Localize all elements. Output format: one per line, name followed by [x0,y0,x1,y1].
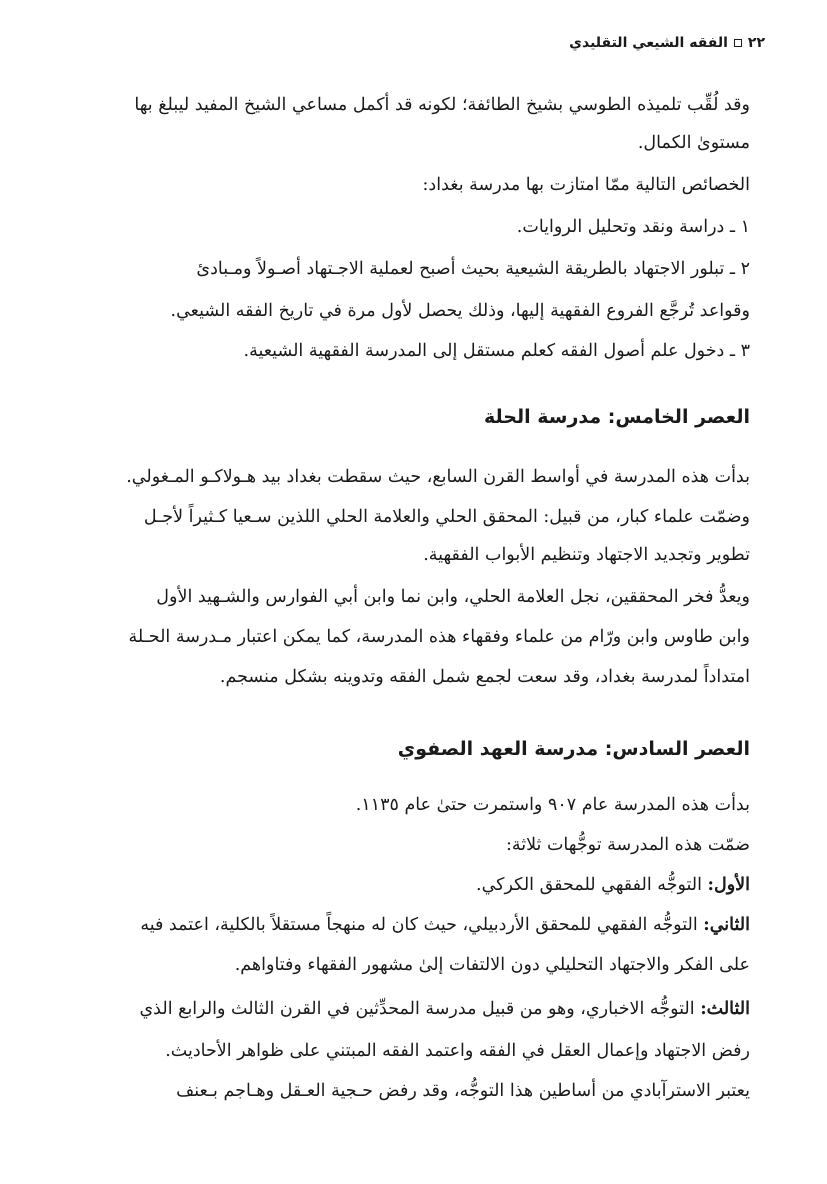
section6-last-line: يعتبر الاسترآبادي من أساطين هذا التوجُّه، وقد رفض حـجية العـقل وهـاجم بـعنف [176,1081,750,1101]
section6-p1: بدأت هذه المدرسة عام ٩٠٧ واستمرت حتىٰ عام ١١٣٥. [355,795,750,815]
section-heading-6: العصر السادس: مدرسة العهد الصفوي [397,738,750,760]
section6-second-trend-line-2: على الفكر والاجتهاد التحليلي دون الالتفات إلىٰ مشهور الفقهاء وفتاواهم. [234,955,750,975]
section5-p1-line-2: وضمّت علماء كبار، من قبيل: المحقق الحلي والعلامة الحلي اللذين سـعيا كـثيراً لأجـل [143,507,750,527]
section6-third-trend-line-2: رفض الاجتهاد وإعمال العقل في الفقه واعتمد الفقه المبتني على ظواهر الأحاديث. [165,1041,750,1061]
running-header [569,33,765,53]
intro-line-1: وقد لُقِّب تلميذه الطوسي بشيخ الطائفة؛ لكونه قد أكمل مساعي الشيخ المفيد ليبلغ بها [134,95,750,115]
section5-p1-line-1: بدأت هذه المدرسة في أواسط القرن السابع، حيث سقطت بغداد بيد هـولاكـو المـغولي. [126,467,750,487]
page-number: ٢٢ [747,35,765,51]
second-trend-label: الثاني: [703,915,750,935]
section6-p2: ضمّت هذه المدرسة توجُّهات ثلاثة: [505,835,750,855]
list-item-2-line-1: ٢ ـ تبلور الاجتهاد بالطريقة الشيعية بحيث أصبح لعملية الاجـتهاد أصـولاً ومـبادئ [196,259,750,279]
third-trend-label: الثالث: [700,999,750,1019]
list-item-3: ٣ ـ دخول علم أصول الفقه كعلم مستقل إلى المدرسة الفقهية الشيعية. [243,341,750,361]
section-heading-5: العصر الخامس: مدرسة الحلة [484,406,750,428]
square-bullet-icon [734,39,742,47]
section6-third-trend-line-1 [78,994,750,1024]
section5-p2-line-3: امتداداً لمدرسة بغداد، وقد سعت لجمع شمل الفقه وتدوينه بشكل منسجم. [219,667,750,687]
section6-first-trend [78,870,766,900]
running-title: الفقه الشيعي التقليدي [569,35,728,51]
third-trend-text: التوجُّه الاخباري، وهو من قبيل مدرسة المحدِّثين في القرن الثالث والرابع الذي [139,999,701,1019]
section5-p1-line-3: تطوير وتجديد الاجتهاد وتنظيم الأبواب الفقهية. [423,545,750,565]
list-item-1: ١ ـ دراسة ونقد وتحليل الروايات. [516,217,750,237]
section5-p2-line-2: وابن طاوس وابن ورّام من علماء وفقهاء هذه المدرسة، كما يمكن اعتبار مـدرسة الحـلة [128,627,750,647]
list-item-2-line-2: وقواعد تُرجَّع الفروع الفقهية إليها، وذلك يحصل لأول مرة في تاريخ الفقه الشيعي. [170,301,750,321]
section6-second-trend-line-1 [78,910,750,940]
second-trend-text: التوجُّه الفقهي للمحقق الأردبيلي، حيث كان له منهجاً مستقلاً بالكلية، اعتمد فيه [140,915,704,935]
first-trend-text: التوجُّه الفقهي للمحقق الكركي. [476,875,708,895]
first-trend-label: الأول: [707,875,750,895]
intro-line-3: الخصائص التالية ممّا امتازت بها مدرسة بغداد: [422,175,750,195]
intro-line-2: مستوىٰ الكمال. [637,133,750,153]
section5-p2-line-1: ويعدُّ فخر المحققين، نجل العلامة الحلي، وابن نما وابن أبي الفوارس والشـهيد الأول [156,587,750,607]
